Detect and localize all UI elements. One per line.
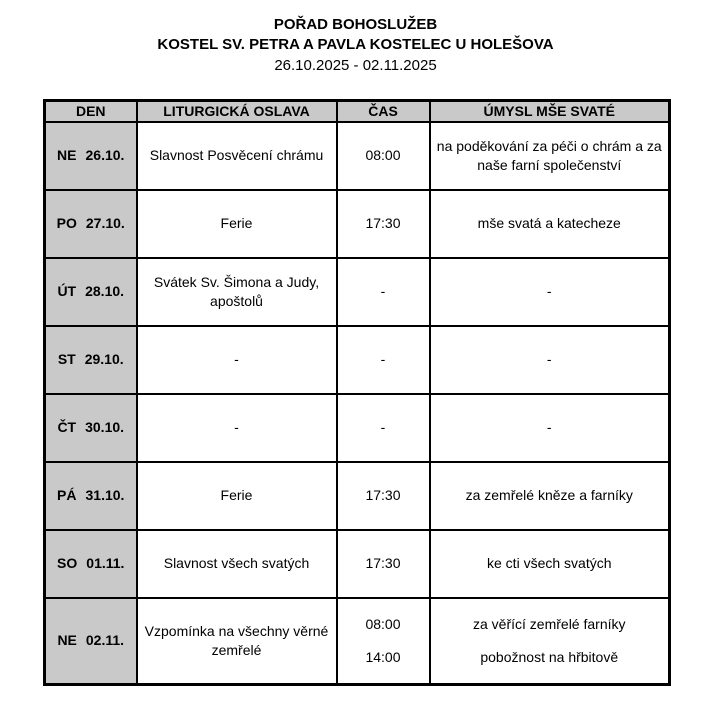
day-label: NE bbox=[57, 632, 77, 648]
celebration-label: Ferie bbox=[220, 487, 253, 503]
celebration-label: - bbox=[234, 351, 239, 367]
celebration-label: Ferie bbox=[220, 215, 253, 231]
column-header-cas: ČAS bbox=[337, 101, 430, 122]
day-label: PÁ bbox=[57, 487, 77, 503]
time-entries bbox=[343, 214, 424, 233]
intention-value: - bbox=[546, 419, 552, 435]
intention-cell bbox=[430, 190, 670, 258]
date-range: 26.10.2025 - 02.11.2025 bbox=[274, 57, 437, 74]
time-cell bbox=[337, 462, 430, 530]
day-cell bbox=[45, 190, 137, 258]
time-entries bbox=[343, 601, 424, 681]
day-cell bbox=[45, 258, 137, 326]
table-row bbox=[45, 462, 670, 530]
time-value: 14:00 bbox=[365, 648, 401, 665]
intention-entries bbox=[436, 214, 664, 233]
celebration-cell bbox=[137, 258, 337, 326]
table-row bbox=[45, 394, 670, 462]
time-value: - bbox=[380, 283, 386, 299]
intention-cell bbox=[430, 462, 670, 530]
day-cell bbox=[45, 530, 137, 598]
day-label: SO bbox=[57, 555, 78, 571]
intention-entries bbox=[436, 601, 664, 681]
time-entries bbox=[343, 418, 424, 437]
celebration-cell bbox=[137, 190, 337, 258]
table-row bbox=[45, 326, 670, 394]
time-cell bbox=[337, 326, 430, 394]
celebration-cell bbox=[137, 394, 337, 462]
time-value: 17:30 bbox=[365, 555, 401, 571]
intention-value: - bbox=[546, 351, 552, 367]
time-entries bbox=[343, 282, 424, 301]
date-label: 31.10. bbox=[85, 487, 125, 503]
intention-entries bbox=[436, 137, 664, 175]
table-row bbox=[45, 530, 670, 598]
celebration-cell bbox=[137, 326, 337, 394]
intention-cell bbox=[430, 326, 670, 394]
date-label: 29.10. bbox=[84, 351, 124, 367]
time-cell bbox=[337, 530, 430, 598]
date-label: 26.10. bbox=[85, 147, 125, 163]
time-value: 08:00 bbox=[365, 615, 401, 632]
day-label: NE bbox=[57, 147, 77, 163]
time-entries bbox=[343, 146, 424, 165]
intention-value: na poděkování za péči o chrám a za naše farní společenství bbox=[436, 137, 662, 173]
day-label: ÚT bbox=[57, 283, 77, 299]
day-cell bbox=[45, 394, 137, 462]
time-value: - bbox=[380, 419, 386, 435]
intention-value: za věřící zemřelé farníky bbox=[473, 615, 626, 632]
intention-value: - bbox=[546, 283, 552, 299]
schedule-table-body bbox=[45, 122, 670, 685]
intention-cell bbox=[430, 258, 670, 326]
day-cell bbox=[45, 462, 137, 530]
time-entries bbox=[343, 350, 424, 369]
date-label: 02.11. bbox=[85, 632, 125, 648]
document-header bbox=[0, 0, 711, 76]
intention-value: za zemřelé kněze a farníky bbox=[465, 487, 633, 503]
intention-value: ke cti všech svatých bbox=[487, 555, 612, 571]
day-cell bbox=[45, 122, 137, 190]
celebration-label: - bbox=[234, 419, 239, 435]
time-value: 17:30 bbox=[365, 487, 401, 503]
celebration-label: Slavnost všech svatých bbox=[163, 555, 310, 571]
table-header-row bbox=[45, 101, 670, 122]
celebration-label: Slavnost Posvěcení chrámu bbox=[149, 147, 324, 163]
table-row bbox=[45, 258, 670, 326]
day-cell bbox=[45, 598, 137, 685]
celebration-cell bbox=[137, 598, 337, 685]
intention-entries bbox=[436, 350, 664, 369]
time-cell bbox=[337, 598, 430, 685]
time-entries bbox=[343, 554, 424, 573]
date-label: 01.11. bbox=[86, 555, 125, 571]
day-label: ČT bbox=[57, 419, 77, 435]
celebration-cell bbox=[137, 122, 337, 190]
column-header-umysl-mse-svate: ÚMYSL MŠE SVATÉ bbox=[430, 101, 670, 122]
table-row bbox=[45, 598, 670, 685]
intention-entries bbox=[436, 282, 664, 301]
intention-entries bbox=[436, 554, 664, 573]
time-value: 17:30 bbox=[365, 215, 401, 231]
time-cell bbox=[337, 258, 430, 326]
intention-cell bbox=[430, 394, 670, 462]
time-cell bbox=[337, 190, 430, 258]
date-label: 27.10. bbox=[85, 215, 125, 231]
intention-cell bbox=[430, 598, 670, 685]
time-cell bbox=[337, 122, 430, 190]
table-row bbox=[45, 122, 670, 190]
column-header-liturgicka-oslava: LITURGICKÁ OSLAVA bbox=[137, 101, 337, 122]
column-header-den: DEN bbox=[45, 101, 137, 122]
schedule-table bbox=[43, 99, 671, 686]
time-value: 08:00 bbox=[365, 147, 401, 163]
day-label: PO bbox=[56, 215, 77, 231]
intention-cell bbox=[430, 122, 670, 190]
intention-cell bbox=[430, 530, 670, 598]
intention-entries bbox=[436, 418, 664, 437]
date-label: 28.10. bbox=[85, 283, 125, 299]
day-cell bbox=[45, 326, 137, 394]
date-label: 30.10. bbox=[85, 419, 125, 435]
intention-value: mše svatá a katecheze bbox=[477, 215, 621, 231]
celebration-label: Vzpomínka na všechny věrné zemřelé bbox=[144, 622, 329, 658]
page-title: POŘAD BOHOSLUŽEB bbox=[273, 16, 438, 33]
celebration-cell bbox=[137, 530, 337, 598]
day-label: ST bbox=[57, 351, 76, 367]
intention-value: pobožnost na hřbitově bbox=[480, 648, 619, 665]
celebration-label: Svátek Sv. Šimona a Judy, apoštolů bbox=[153, 273, 320, 309]
celebration-cell bbox=[137, 462, 337, 530]
page-subtitle: KOSTEL SV. PETRA A PAVLA KOSTELEC U HOLEŠOVA bbox=[157, 36, 554, 53]
time-cell bbox=[337, 394, 430, 462]
time-value: - bbox=[380, 351, 386, 367]
time-entries bbox=[343, 486, 424, 505]
table-row bbox=[45, 190, 670, 258]
intention-entries bbox=[436, 486, 664, 505]
